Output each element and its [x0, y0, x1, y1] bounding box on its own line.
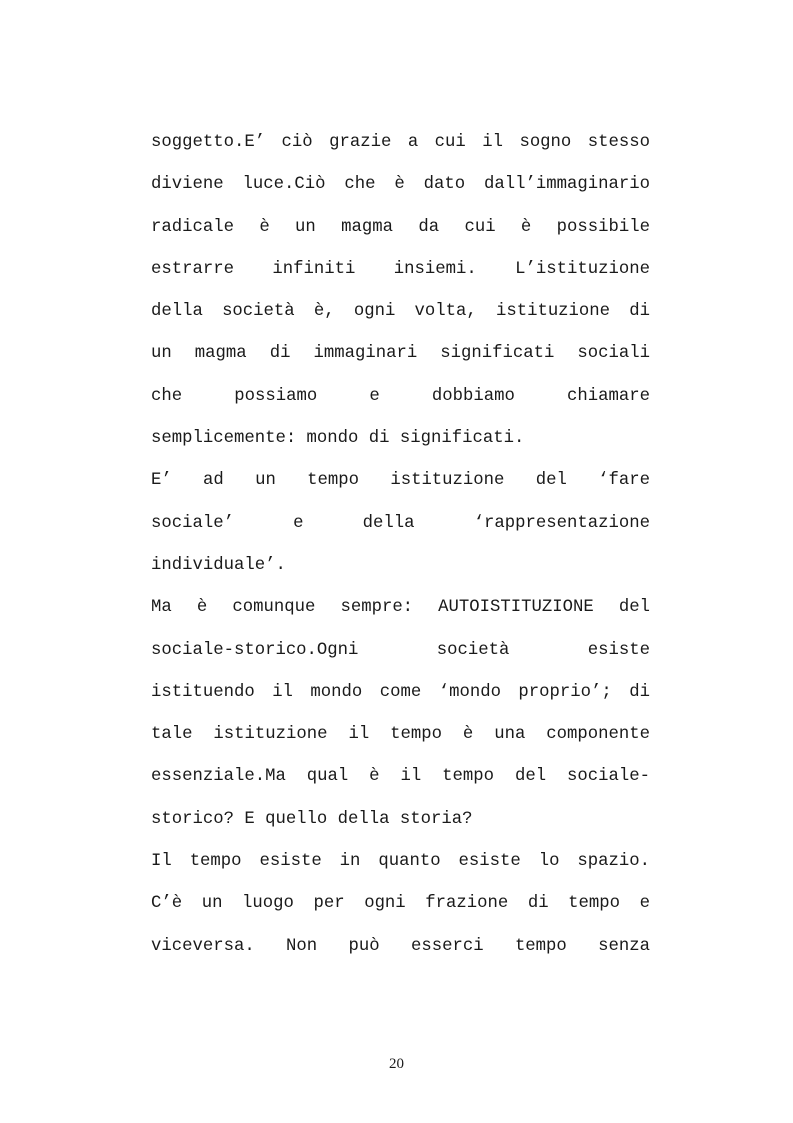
text-line: individuale’.: [151, 555, 286, 575]
text-line: E’ ad un tempo istituzione del ‘fare: [151, 471, 650, 491]
text-line: della società è, ogni volta, istituzione di: [151, 302, 650, 322]
text-line: semplicemente: mondo di significati.: [151, 429, 525, 449]
page-number: 20: [389, 1056, 404, 1072]
text-line: C’è un luogo per ogni frazione di tempo e: [151, 894, 650, 914]
text-line: storico? E quello della storia?: [151, 809, 473, 829]
text-line: radicale è un magma da cui è possibile: [151, 217, 650, 237]
text-line: un magma di immaginari significati sociali: [151, 344, 650, 364]
text-line: sociale’ e della ‘rappresentazione: [151, 513, 650, 533]
text-line: tale istituzione il tempo è una componente: [151, 725, 650, 745]
text-line: diviene luce.Ciò che è dato dall’immaginario: [151, 175, 650, 195]
text-line: Il tempo esiste in quanto esiste lo spazio.: [151, 852, 650, 872]
text-line: che possiamo e dobbiamo chiamare: [151, 386, 650, 406]
text-line: estrarre infiniti insiemi. L’istituzione: [151, 259, 650, 279]
text-line: istituendo il mondo come ‘mondo proprio’; di: [151, 682, 650, 702]
text-line: essenziale.Ma qual è il tempo del sociale-: [151, 767, 650, 787]
text-line: soggetto.E’ ciò grazie a cui il sogno stesso: [151, 133, 650, 152]
body-text: [151, 122, 650, 968]
text-line: viceversa. Non può esserci tempo senza: [151, 936, 650, 956]
text-line: sociale-storico.Ogni società esiste: [151, 640, 650, 660]
text-line: Ma è comunque sempre: AUTOISTITUZIONE del: [151, 598, 650, 618]
